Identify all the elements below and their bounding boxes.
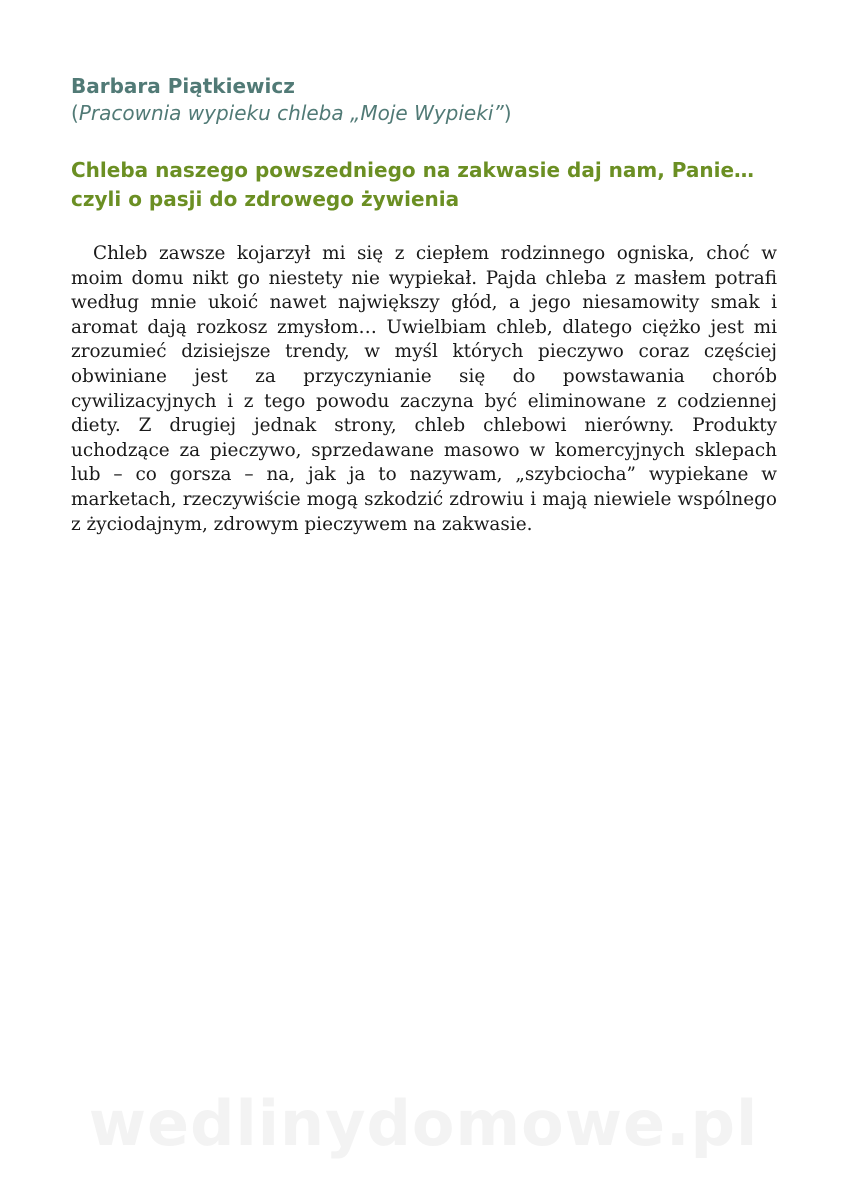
body-paragraph: Chleb zawsze kojarzył mi się z ciepłem rodzinnego ogniska, choć w moim domu nikt go niestety nie wypiekał. Pajda chleba z masłem potrafi według mnie ukoić nawet największy głód, a jego niesamowity smak i aromat dają rozkosz zmysłom… Uwielbiam chleb, dlatego ciężko jest mi zrozumieć dzisiejsze trendy, w myśl których pieczywo coraz częściej obwiniane jest za przyczynianie się do powstawania chorób cywilizacyjnych i z tego powodu zaczyna być eliminowane z codziennej diety. Z drugiej jednak strony, chleb chlebowi nierówny. Produkty uchodzące za pieczywo, sprzedawane masowo w komercyjnych sklepach lub – co gorsza – na, jak ja to nazywam, „szybciocha” wypiekane w marketach, rzeczywiście mogą szkodzić zdrowiu i mają niewiele wspólnego z życiodajnym, zdrowym pieczywem na zakwasie. xyxy=(71,243,777,535)
author-name: Barbara Piątkiewicz xyxy=(71,74,295,98)
author-block xyxy=(71,72,777,126)
affiliation-open-paren: ( xyxy=(71,101,79,125)
watermark: wedlinydomowe.pl xyxy=(88,1087,759,1160)
affiliation-text: Pracownia wypieku chleba „Moje Wypieki” xyxy=(78,101,504,125)
article-title-line-1: Chleba naszego powszedniego na zakwasie daj nam, Panie… xyxy=(71,158,755,182)
affiliation-close-paren: ) xyxy=(503,101,512,125)
article-title xyxy=(71,156,777,214)
article-title-line-2: czyli o pasji do zdrowego żywienia xyxy=(71,187,460,211)
author-affiliation xyxy=(71,100,777,126)
